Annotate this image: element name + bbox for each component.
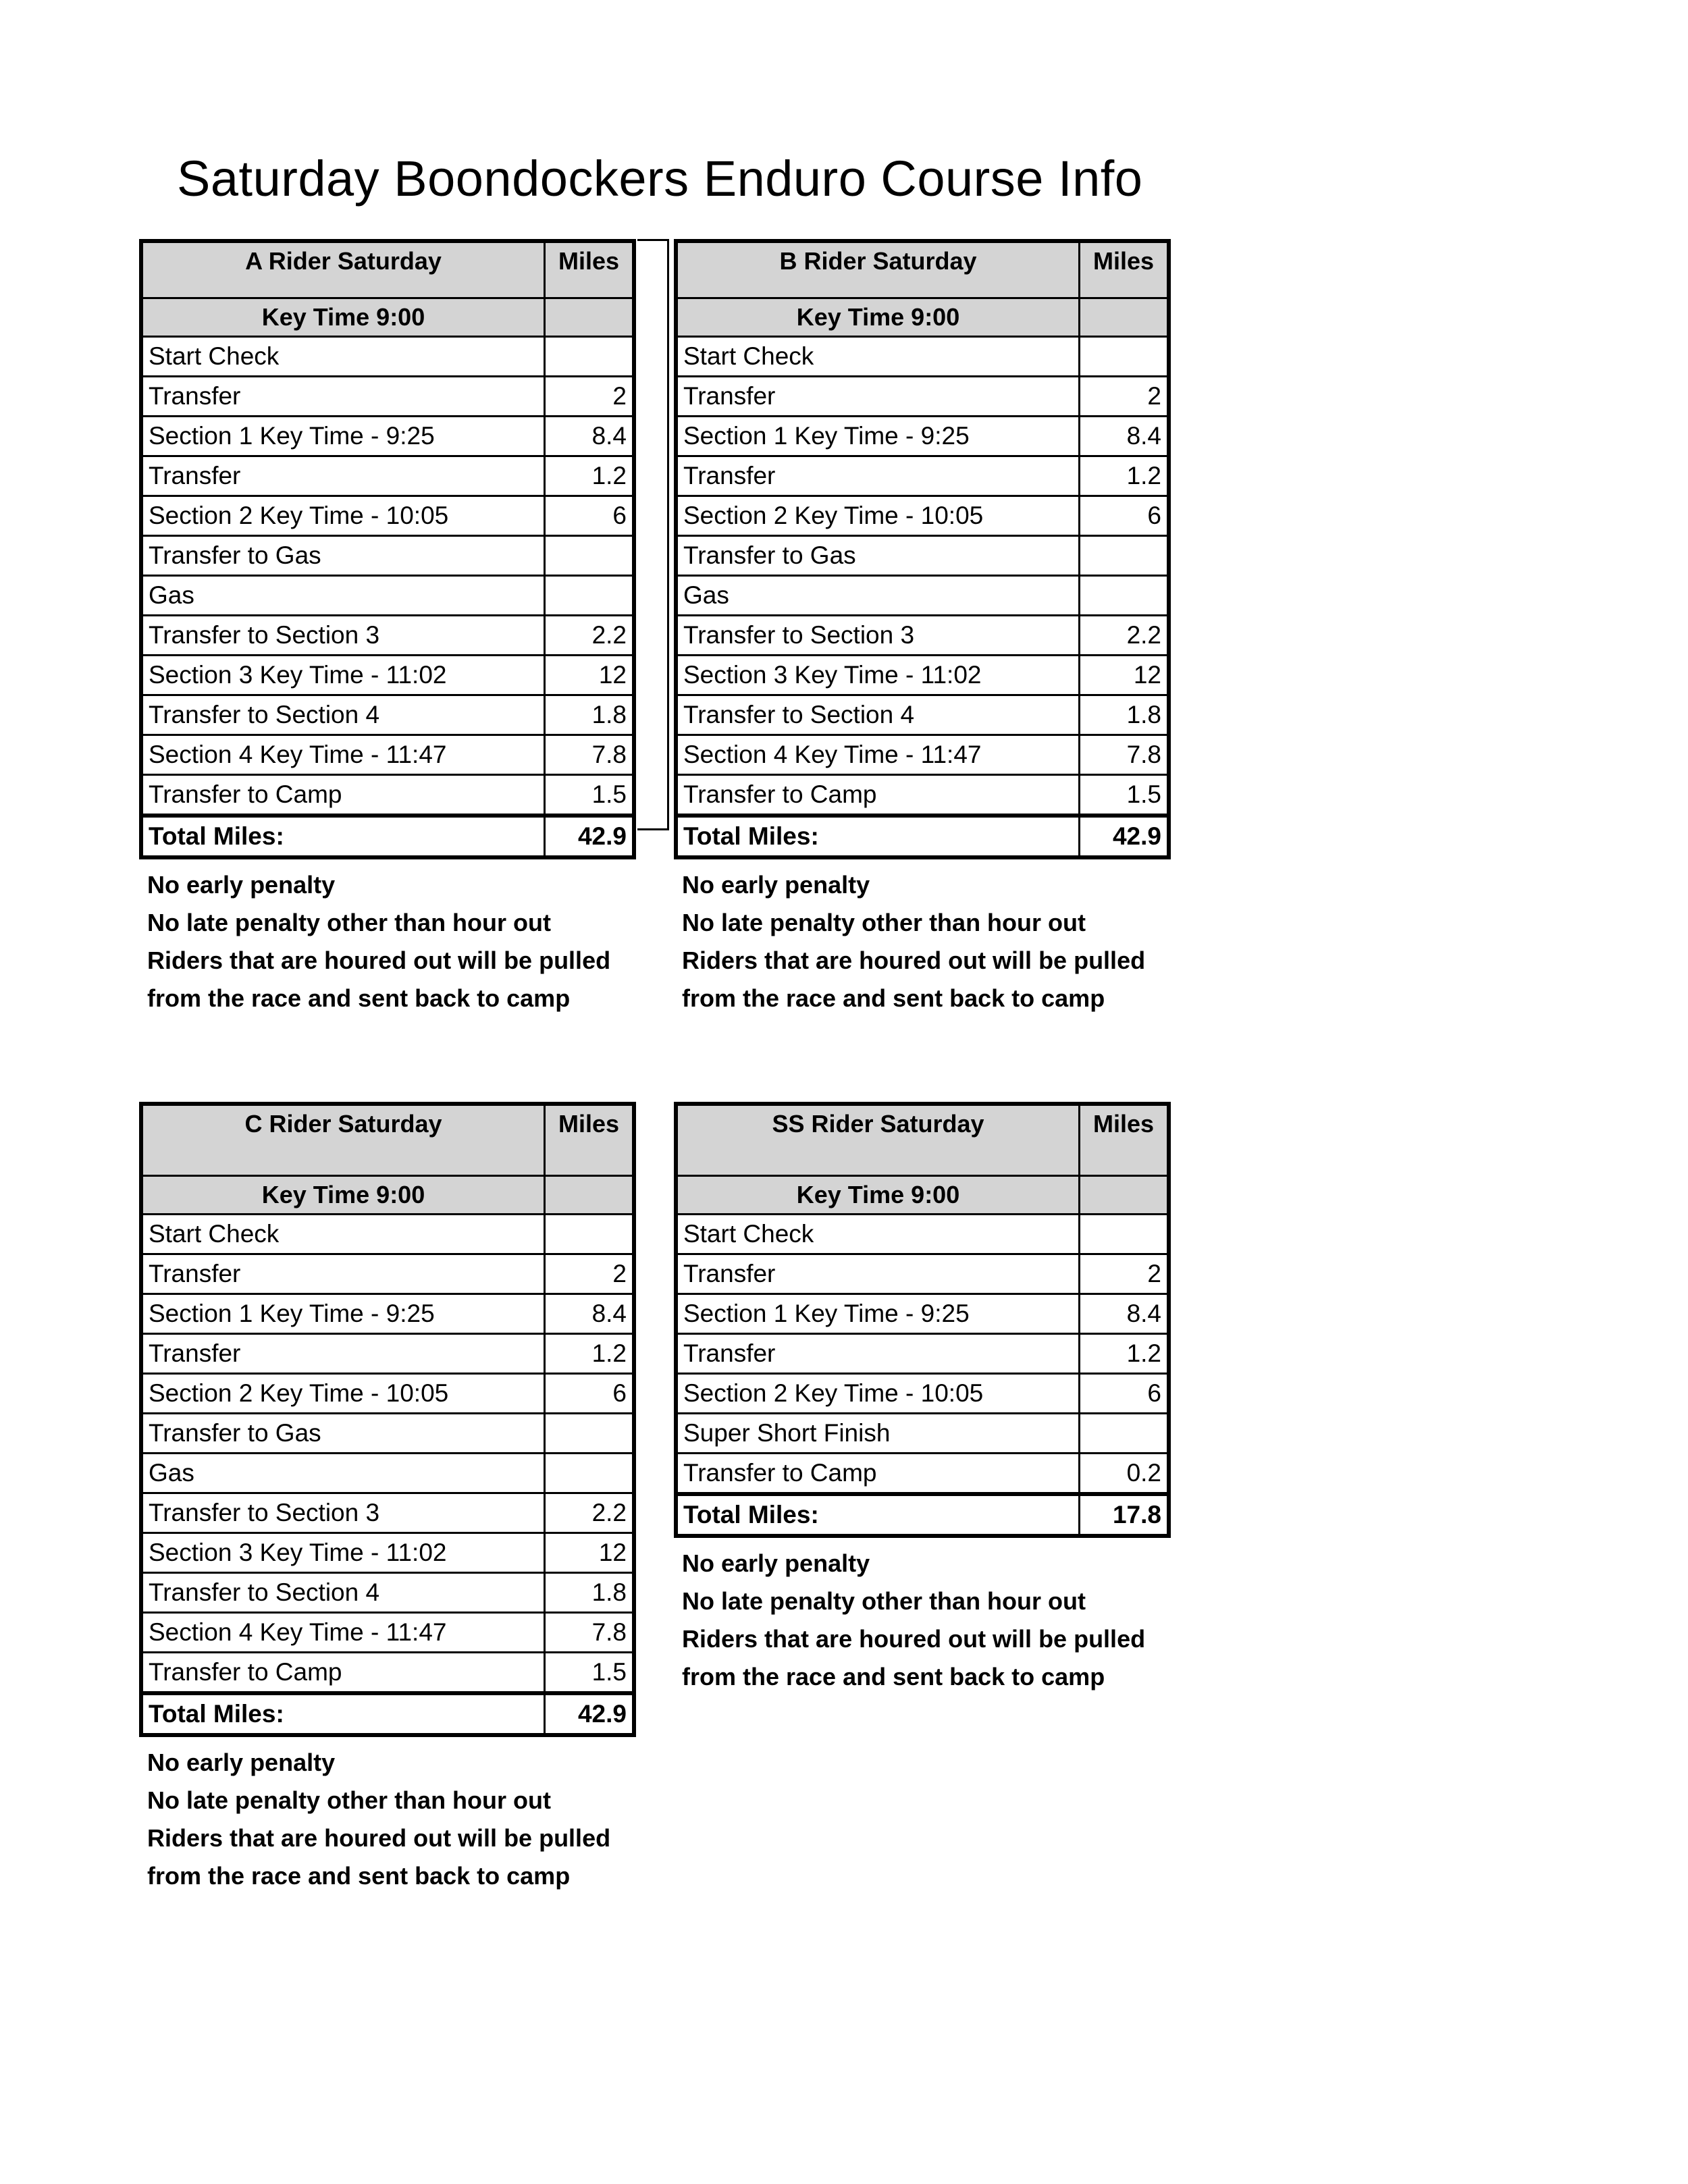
table-row <box>676 735 1169 774</box>
note-line: No late penalty other than hour out <box>147 1786 552 1814</box>
total-miles: 42.9 <box>545 816 635 857</box>
segment-miles <box>545 336 635 376</box>
table-row <box>141 1294 634 1333</box>
segment-name: Transfer to Section 4 <box>676 695 1080 735</box>
table-header-row <box>141 1104 634 1175</box>
segment-miles <box>1080 535 1169 575</box>
table-row <box>141 774 634 816</box>
table-row <box>141 575 634 615</box>
segment-miles: 1.2 <box>545 1333 635 1373</box>
segment-name: Transfer to Section 4 <box>141 1572 545 1612</box>
segment-miles: 1.2 <box>545 456 635 496</box>
segment-miles: 8.4 <box>545 1294 635 1333</box>
table-row <box>676 535 1169 575</box>
table-row <box>141 1533 634 1572</box>
segment-miles: 1.8 <box>545 1572 635 1612</box>
note-line: from the race and sent back to camp <box>147 984 571 1012</box>
segment-miles <box>1080 336 1169 376</box>
table-row <box>141 456 634 496</box>
segment-miles: 2.2 <box>545 1493 635 1533</box>
key-time-miles <box>1080 1175 1169 1214</box>
penalty-notes <box>139 1744 636 1895</box>
b-rider-table <box>674 239 1171 859</box>
table-row <box>141 1333 634 1373</box>
table-row <box>676 1254 1169 1294</box>
segment-miles: 12 <box>1080 655 1169 695</box>
note-line: No late penalty other than hour out <box>147 908 552 936</box>
segment-miles: 7.8 <box>545 1612 635 1652</box>
note-line: from the race and sent back to camp <box>147 1861 571 1890</box>
segment-name: Section 2 Key Time - 10:05 <box>141 1373 545 1413</box>
table-row <box>141 1214 634 1254</box>
segment-name: Transfer to Camp <box>676 774 1080 816</box>
segment-miles: 6 <box>1080 1373 1169 1413</box>
note-line: from the race and sent back to camp <box>682 1662 1105 1690</box>
segment-name: Section 2 Key Time - 10:05 <box>141 496 545 535</box>
segment-name: Gas <box>676 575 1080 615</box>
segment-miles <box>1080 1413 1169 1453</box>
table-row <box>676 416 1169 456</box>
table-row <box>676 496 1169 535</box>
segment-name: Start Check <box>141 336 545 376</box>
table-title: A Rider Saturday <box>141 241 545 298</box>
table-row <box>141 535 634 575</box>
segment-name: Section 4 Key Time - 11:47 <box>141 735 545 774</box>
a-rider-table <box>139 239 636 859</box>
segment-miles: 1.5 <box>545 774 635 816</box>
table-row <box>676 1373 1169 1413</box>
segment-name: Transfer to Gas <box>141 535 545 575</box>
segment-name: Transfer to Camp <box>141 774 545 816</box>
total-row <box>676 816 1169 857</box>
segment-miles <box>545 1214 635 1254</box>
segment-miles: 1.5 <box>545 1652 635 1693</box>
key-time-miles <box>1080 298 1169 336</box>
segment-miles <box>545 1413 635 1453</box>
table-row <box>676 1413 1169 1453</box>
segment-name: Section 4 Key Time - 11:47 <box>676 735 1080 774</box>
total-row <box>676 1494 1169 1536</box>
table-row <box>141 1652 634 1693</box>
segment-miles: 1.8 <box>545 695 635 735</box>
segment-miles: 1.5 <box>1080 774 1169 816</box>
segment-miles: 2 <box>1080 376 1169 416</box>
table-row <box>676 615 1169 655</box>
segment-miles <box>545 575 635 615</box>
page-title: Saturday Boondockers Enduro Course Info <box>177 151 1143 207</box>
table-row <box>676 456 1169 496</box>
segment-name: Gas <box>141 575 545 615</box>
segment-miles: 2.2 <box>1080 615 1169 655</box>
penalty-notes <box>139 866 636 1017</box>
segment-name: Transfer <box>141 456 545 496</box>
table-title: SS Rider Saturday <box>676 1104 1080 1175</box>
key-time-row <box>141 298 634 336</box>
segment-miles: 2 <box>545 1254 635 1294</box>
segment-name: Section 1 Key Time - 9:25 <box>141 1294 545 1333</box>
note-line: No early penalty <box>147 870 336 899</box>
table-title: B Rider Saturday <box>676 241 1080 298</box>
miles-header: Miles <box>1080 1104 1169 1175</box>
note-line: No early penalty <box>682 870 870 899</box>
ss-rider-table <box>674 1102 1171 1538</box>
total-label: Total Miles: <box>676 1494 1080 1536</box>
segment-miles: 8.4 <box>545 416 635 456</box>
total-row <box>141 1693 634 1735</box>
segment-miles: 6 <box>545 1373 635 1413</box>
key-time-miles <box>545 1175 635 1214</box>
total-miles: 42.9 <box>545 1693 635 1735</box>
table-row <box>141 1612 634 1652</box>
key-time-label: Key Time 9:00 <box>676 298 1080 336</box>
segment-name: Start Check <box>676 336 1080 376</box>
segment-miles: 1.2 <box>1080 1333 1169 1373</box>
note-line: from the race and sent back to camp <box>682 984 1105 1012</box>
segment-name: Section 2 Key Time - 10:05 <box>676 1373 1080 1413</box>
segment-miles: 8.4 <box>1080 416 1169 456</box>
segment-miles: 6 <box>545 496 635 535</box>
segment-miles <box>545 535 635 575</box>
note-line: Riders that are houred out will be pulled <box>147 946 611 974</box>
segment-name: Section 2 Key Time - 10:05 <box>676 496 1080 535</box>
table-row <box>141 1254 634 1294</box>
segment-miles <box>1080 1214 1169 1254</box>
segment-name: Start Check <box>676 1214 1080 1254</box>
total-miles: 42.9 <box>1080 816 1169 857</box>
segment-name: Section 1 Key Time - 9:25 <box>676 416 1080 456</box>
table-header-row <box>676 1104 1169 1175</box>
segment-name: Transfer <box>676 1333 1080 1373</box>
key-time-label: Key Time 9:00 <box>141 1175 545 1214</box>
penalty-notes <box>674 866 1171 1017</box>
table-row <box>141 1453 634 1493</box>
note-line: Riders that are houred out will be pulled <box>682 946 1146 974</box>
table-row <box>141 655 634 695</box>
segment-miles: 12 <box>545 655 635 695</box>
key-time-row <box>676 298 1169 336</box>
total-label: Total Miles: <box>676 816 1080 857</box>
segment-miles: 7.8 <box>1080 735 1169 774</box>
segment-miles: 2 <box>545 376 635 416</box>
table-row <box>676 695 1169 735</box>
segment-name: Section 4 Key Time - 11:47 <box>141 1612 545 1652</box>
table-row <box>676 774 1169 816</box>
note-line: No late penalty other than hour out <box>682 1587 1086 1615</box>
table-row <box>141 1413 634 1453</box>
segment-name: Transfer to Section 3 <box>141 615 545 655</box>
segment-miles: 7.8 <box>545 735 635 774</box>
table-row <box>141 1493 634 1533</box>
segment-name: Section 3 Key Time - 11:02 <box>141 655 545 695</box>
note-line: Riders that are houred out will be pulled <box>147 1823 611 1852</box>
segment-name: Super Short Finish <box>676 1413 1080 1453</box>
table-row <box>141 615 634 655</box>
table-row <box>141 1572 634 1612</box>
miles-header: Miles <box>545 1104 635 1175</box>
segment-name: Transfer <box>676 376 1080 416</box>
table-row <box>676 1453 1169 1494</box>
segment-miles: 1.2 <box>1080 456 1169 496</box>
key-time-row <box>676 1175 1169 1214</box>
segment-name: Transfer to Gas <box>676 535 1080 575</box>
segment-name: Transfer to Section 3 <box>676 615 1080 655</box>
segment-miles <box>1080 575 1169 615</box>
segment-name: Transfer to Section 4 <box>141 695 545 735</box>
segment-name: Transfer <box>676 456 1080 496</box>
note-line: No late penalty other than hour out <box>682 908 1086 936</box>
segment-name: Section 1 Key Time - 9:25 <box>141 416 545 456</box>
segment-miles: 1.8 <box>1080 695 1169 735</box>
segment-miles <box>545 1453 635 1493</box>
table-row <box>141 376 634 416</box>
segment-name: Transfer to Section 3 <box>141 1493 545 1533</box>
b-rider-block <box>674 239 1171 1017</box>
segment-miles: 8.4 <box>1080 1294 1169 1333</box>
table-title: C Rider Saturday <box>141 1104 545 1175</box>
segment-name: Transfer to Camp <box>141 1652 545 1693</box>
table-row <box>141 336 634 376</box>
key-time-miles <box>545 298 635 336</box>
segment-name: Transfer to Camp <box>676 1453 1080 1494</box>
table-row <box>676 1333 1169 1373</box>
table-row <box>676 336 1169 376</box>
note-line: No early penalty <box>147 1748 336 1776</box>
total-label: Total Miles: <box>141 816 545 857</box>
table-row <box>676 655 1169 695</box>
a-rider-block <box>139 239 636 1017</box>
segment-name: Transfer <box>141 376 545 416</box>
segment-name: Section 1 Key Time - 9:25 <box>676 1294 1080 1333</box>
total-row <box>141 816 634 857</box>
segment-name: Section 3 Key Time - 11:02 <box>676 655 1080 695</box>
segment-name: Transfer to Gas <box>141 1413 545 1453</box>
c-rider-table <box>139 1102 636 1737</box>
table-header-row <box>676 241 1169 298</box>
segment-miles: 0.2 <box>1080 1453 1169 1494</box>
note-line: No early penalty <box>682 1549 870 1577</box>
total-label: Total Miles: <box>141 1693 545 1735</box>
c-rider-block <box>139 1102 636 1895</box>
key-time-label: Key Time 9:00 <box>676 1175 1080 1214</box>
table-row <box>676 575 1169 615</box>
segment-name: Section 3 Key Time - 11:02 <box>141 1533 545 1572</box>
table-row <box>141 1373 634 1413</box>
segment-miles: 2 <box>1080 1254 1169 1294</box>
segment-miles: 12 <box>545 1533 635 1572</box>
table-row <box>676 1294 1169 1333</box>
table-row <box>141 496 634 535</box>
miles-header: Miles <box>545 241 635 298</box>
table-row <box>141 735 634 774</box>
segment-name: Transfer <box>676 1254 1080 1294</box>
note-line: Riders that are houred out will be pulled <box>682 1624 1146 1653</box>
segment-miles: 6 <box>1080 496 1169 535</box>
key-time-row <box>141 1175 634 1214</box>
segment-name: Transfer <box>141 1254 545 1294</box>
segment-name: Gas <box>141 1453 545 1493</box>
ss-rider-block <box>674 1102 1171 1696</box>
segment-name: Transfer <box>141 1333 545 1373</box>
penalty-notes <box>674 1545 1171 1696</box>
table-header-row <box>141 241 634 298</box>
total-miles: 17.8 <box>1080 1494 1169 1536</box>
miles-header: Miles <box>1080 241 1169 298</box>
table-row <box>676 376 1169 416</box>
table-row <box>676 1214 1169 1254</box>
segment-name: Start Check <box>141 1214 545 1254</box>
table-row <box>141 695 634 735</box>
spacer-column <box>637 239 669 830</box>
key-time-label: Key Time 9:00 <box>141 298 545 336</box>
segment-miles: 2.2 <box>545 615 635 655</box>
table-row <box>141 416 634 456</box>
